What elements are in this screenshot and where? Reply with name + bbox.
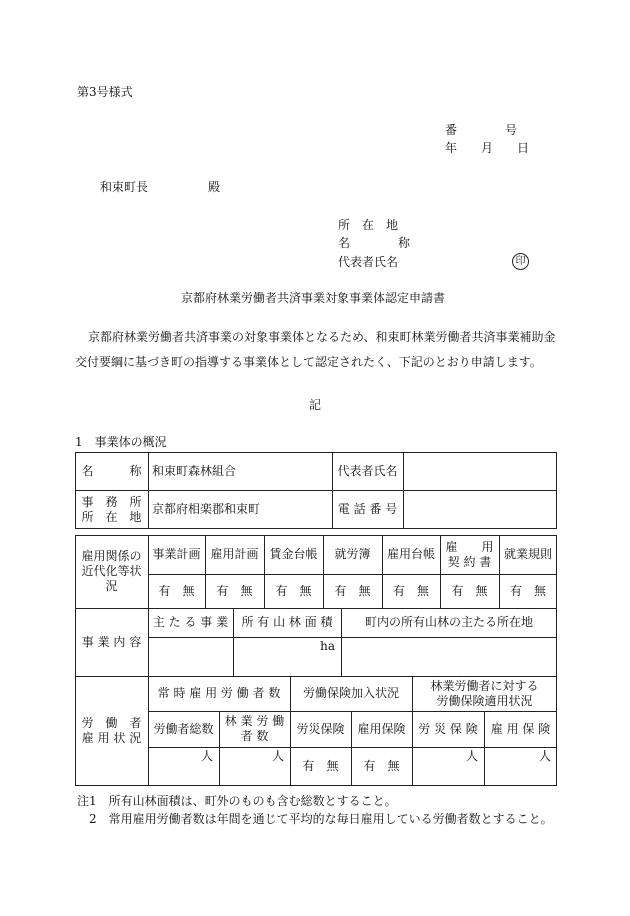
value-employment-plan: 有 無: [216, 583, 253, 598]
representative-label: 代表者氏名: [337, 463, 398, 478]
body-text-line-1: 京都府林業労働者共済事業の対象事業体となるため、和束町林業労働者共済事業補助金: [88, 330, 556, 344]
business-content-label: 事 業 内 容: [81, 634, 142, 649]
header-business-plan: 事業計画: [152, 547, 201, 561]
phone-label: 電 話 番 号: [337, 502, 398, 516]
forest-area-unit: ha: [320, 639, 335, 653]
document-number-label: 番 号: [445, 123, 518, 137]
header-forest-area: 所 有 山 林 面 積: [241, 615, 333, 629]
value-work-rules: 有 無: [509, 583, 546, 598]
value-total-workers: 人: [200, 749, 213, 763]
value-wage-ledger: 有 無: [275, 583, 312, 598]
value-employment-contract: 有 無: [451, 583, 488, 598]
header-accident-insurance: 労災保険: [296, 721, 345, 736]
body-text-line-2: 交付要綱に基づき町の指導する事業体として認定されたく、下記のとおり申請します。: [75, 355, 542, 369]
value-forestry-workers: 人: [271, 749, 284, 763]
header-employment-contract: 雇 用 契 約 書: [445, 539, 494, 569]
value-employment-insurance: 有 無: [363, 759, 400, 773]
header-main-business: 主 た る 事 業: [152, 615, 229, 629]
value-accident-insurance: 有 無: [302, 759, 339, 773]
office-address-value: 京都府相楽郡和束町: [152, 502, 261, 516]
value-forestry-employment-insurance: 人: [538, 749, 551, 763]
header-forestry-accident-insurance: 労 災 保 険: [418, 721, 478, 736]
ki-heading: 記: [309, 398, 322, 412]
header-work-rules: 就業規則: [503, 547, 552, 561]
applicant-address-label: 所 在 地: [338, 218, 399, 232]
header-regular-workers: 常 時 雇 用 労 働 者 数: [157, 686, 281, 700]
value-employment-ledger: 有 無: [392, 583, 429, 598]
phone-value: [403, 490, 561, 529]
addressee: 和束町長 殿: [100, 180, 221, 194]
header-forest-location: 町内の所有山林の主たる所在地: [364, 615, 533, 629]
office-address-label: 事 務 所 所 在 地: [81, 494, 142, 524]
modernization-label: 雇用関係の 近代化等状 況: [81, 549, 142, 593]
value-forestry-accident-insurance: 人: [465, 749, 478, 763]
header-employment-ledger: 雇用台帳: [386, 547, 435, 561]
note-2: 2 常用雇用労働者数は年間を通じて平均的な毎日雇用している労働者数とすること。: [77, 812, 553, 826]
header-employment-insurance: 雇用保険: [357, 721, 406, 736]
name-value: 和束町森林組合: [152, 463, 237, 478]
name-label: 名 称: [81, 463, 142, 478]
applicant-representative-label: 代表者氏名: [338, 255, 399, 269]
worker-employment-label: 労 働 者 雇 用 状 況: [81, 716, 142, 745]
value-business-plan: 有 無: [158, 583, 195, 598]
date-label: 年 月 日: [445, 141, 530, 155]
header-insurance-status: 労働保険加入状況: [302, 686, 399, 700]
header-forestry-insurance-status: 林業労働者に対する 労働保険適用状況: [430, 678, 539, 708]
section-heading: 1 事業体の概況: [75, 435, 167, 449]
header-employment-plan: 雇用計画: [210, 547, 259, 561]
header-work-log: 就労簿: [334, 547, 371, 561]
form-number: 第3号様式: [77, 85, 133, 99]
document-title: 京都府林業労働者共済事業対象事業体認定申請書: [181, 291, 446, 305]
representative-value: [403, 452, 561, 490]
header-forestry-workers: 林 業 労 働 者 数: [224, 714, 285, 743]
note-1: 注1 所有山林面積は、町外のものも含む総数とすること。: [77, 794, 397, 808]
applicant-name-label: 名 称: [338, 236, 411, 250]
header-total-workers: 労働者総数: [153, 721, 214, 736]
value-work-log: 有 無: [334, 583, 371, 598]
seal-mark: 印: [512, 253, 529, 270]
header-forestry-employment-insurance: 雇 用 保 険: [490, 721, 551, 736]
header-wage-ledger: 賃金台帳: [269, 547, 318, 561]
